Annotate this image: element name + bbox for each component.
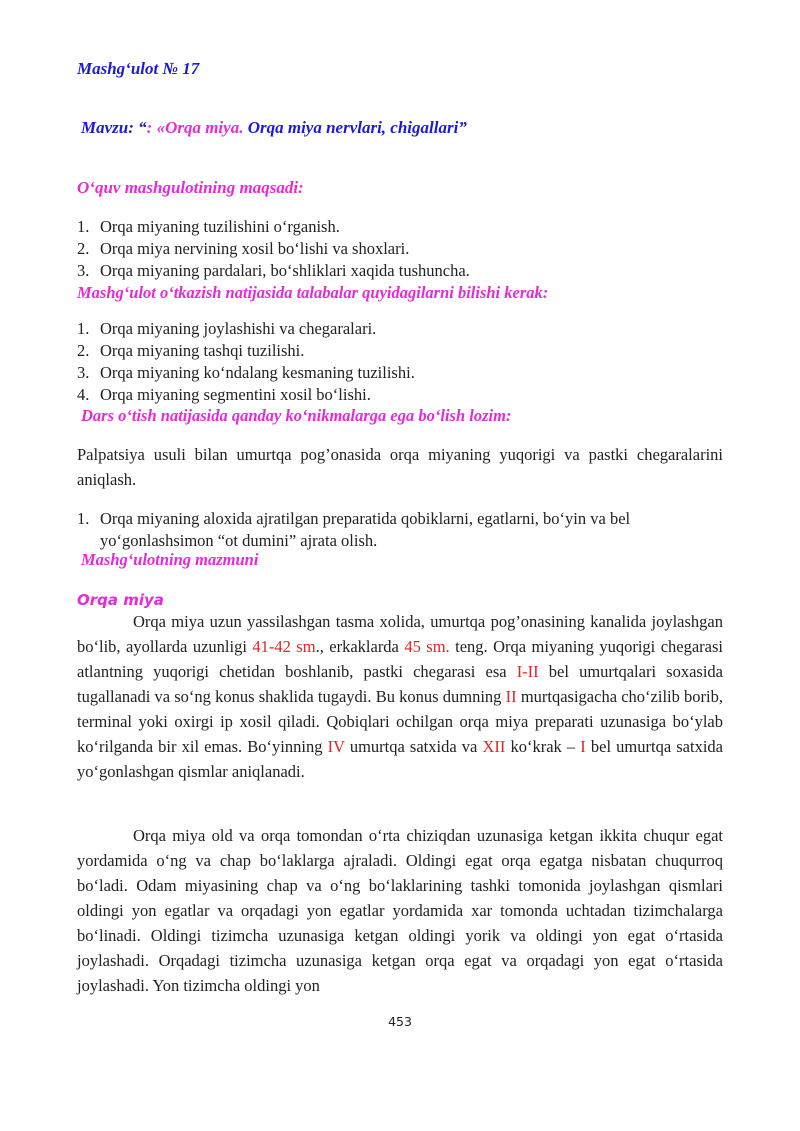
lesson-title: Mashg‘ulot № 17 xyxy=(77,59,200,78)
topic-line xyxy=(81,118,727,138)
skills-item-line2: yo‘gonlashsimon “ot dumini” ajrata olish. xyxy=(100,531,378,550)
list-item: 1. Orqa miyaning joylashishi va chegaralari. xyxy=(77,319,377,338)
paragraph-2: Orqa miya old va orqa tomondan o‘rta chiziqdan uzunasiga ketgan ikkita chuqur egat yordamida o‘ng va chap bo‘laklarga ajraladi. Oldingi egat orqa egatga nisbatan chuqurroq bo‘ladi. Odam miyasining chap va o‘ng bo‘laklarining tashki tomonida joylashgan qismlari oldingi yon egatlar va orqadagi yon egatlar yordamida xar tomonda uchtadan tizimchalarga bo‘linadi. Oldingi tizimcha uzunasiga ketgan oldingi yorik va oldingi yon egat o‘rtasida joylashadi. Orqadagi tizimcha uzunasiga ketgan orqa egat va orqadagi yon egat o‘rtasida joylashadi. Yon tizimcha oldingi yon xyxy=(77,826,723,995)
knowledge-list xyxy=(77,318,723,406)
page-number: 453 xyxy=(388,1014,412,1029)
topic-prefix: Mavzu: “ xyxy=(81,118,147,137)
list-item: 1. Orqa miyaning tuzilishini o‘rganish. xyxy=(77,217,340,236)
skills-paragraph: Palpatsiya usuli bilan umurtqa pog’onasida orqa miyaning yuqorigi va pastki chegaralarini aniqlash. xyxy=(77,445,723,489)
skills-item: 1. Orqa miyaning aloxida ajratilgan preparatida qobiklarni, egatlarni, bo‘yin va bel yo‘gonlashsimon “ot dumini” ajrata olish. xyxy=(77,508,723,552)
list-item: 4. Orqa miyaning segmentini xosil bo‘lishi. xyxy=(77,385,371,404)
skills-item-line1: Orqa miyaning aloxida ajratilgan preparatida qobiklarni, egatlarni, bo‘yin va bel xyxy=(100,509,631,528)
objectives-heading: O‘quv mashgulotining maqsadi: xyxy=(77,178,304,197)
list-item: 3. Orqa miyaning ko‘ndalang kesmaning tuzilishi. xyxy=(77,363,415,382)
objectives-list xyxy=(77,216,723,282)
list-item: 2. Orqa miyaning tashqi tuzilishi. xyxy=(77,341,305,360)
content-heading: Mashg‘ulotning mazmuni xyxy=(81,550,259,569)
topic-accent: : «Orqa miya. xyxy=(146,118,244,137)
list-item: 2. Orqa miya nervining xosil bo‘lishi va shoxlari. xyxy=(77,239,410,258)
skills-heading: Dars o‘tish natijasida qanday ko‘nikmalarga ega bo‘lish lozim: xyxy=(81,406,512,425)
topic-rest: Orqa miya nervlari, chigallari” xyxy=(243,118,467,137)
list-item: 3. Orqa miyaning pardalari, bo‘shliklari xaqida tushuncha. xyxy=(77,261,470,280)
content-subheading: Orqa miya xyxy=(77,591,164,609)
paragraph-1: Orqa miya uzun yassilashgan tasma xolida, umurtqa pog’onasining kanalida joylashgan bo‘lib, ayollarda uzunligi 41-42 sm., erkaklarda 45 sm. teng. Orqa miyaning yuqorigi chegarasi atlantning yuqorigi chetidan boshlanib, pastki chegarasi esa I-II bel umurtqalari soxasida tugallanadi va so‘ng konus shaklida tugaydi. Bu konus dumning II murtqasigacha cho‘zilib borib, terminal yoki oxirgi ip xosil qiladi. Qobiqlari ochilgan orqa miya preparati uzunasiga bo‘ylab ko‘rilganda bir xil emas. Bo‘yinning IV umurtqa satxida va XII ko‘krak – I bel umurtqa satxida yo‘gonlashgan qismlar aniqlanadi. xyxy=(77,612,724,781)
knowledge-heading: Mashg‘ulot o‘tkazish natijasida talabalar quyidagilarni bilishi kerak: xyxy=(77,283,549,302)
